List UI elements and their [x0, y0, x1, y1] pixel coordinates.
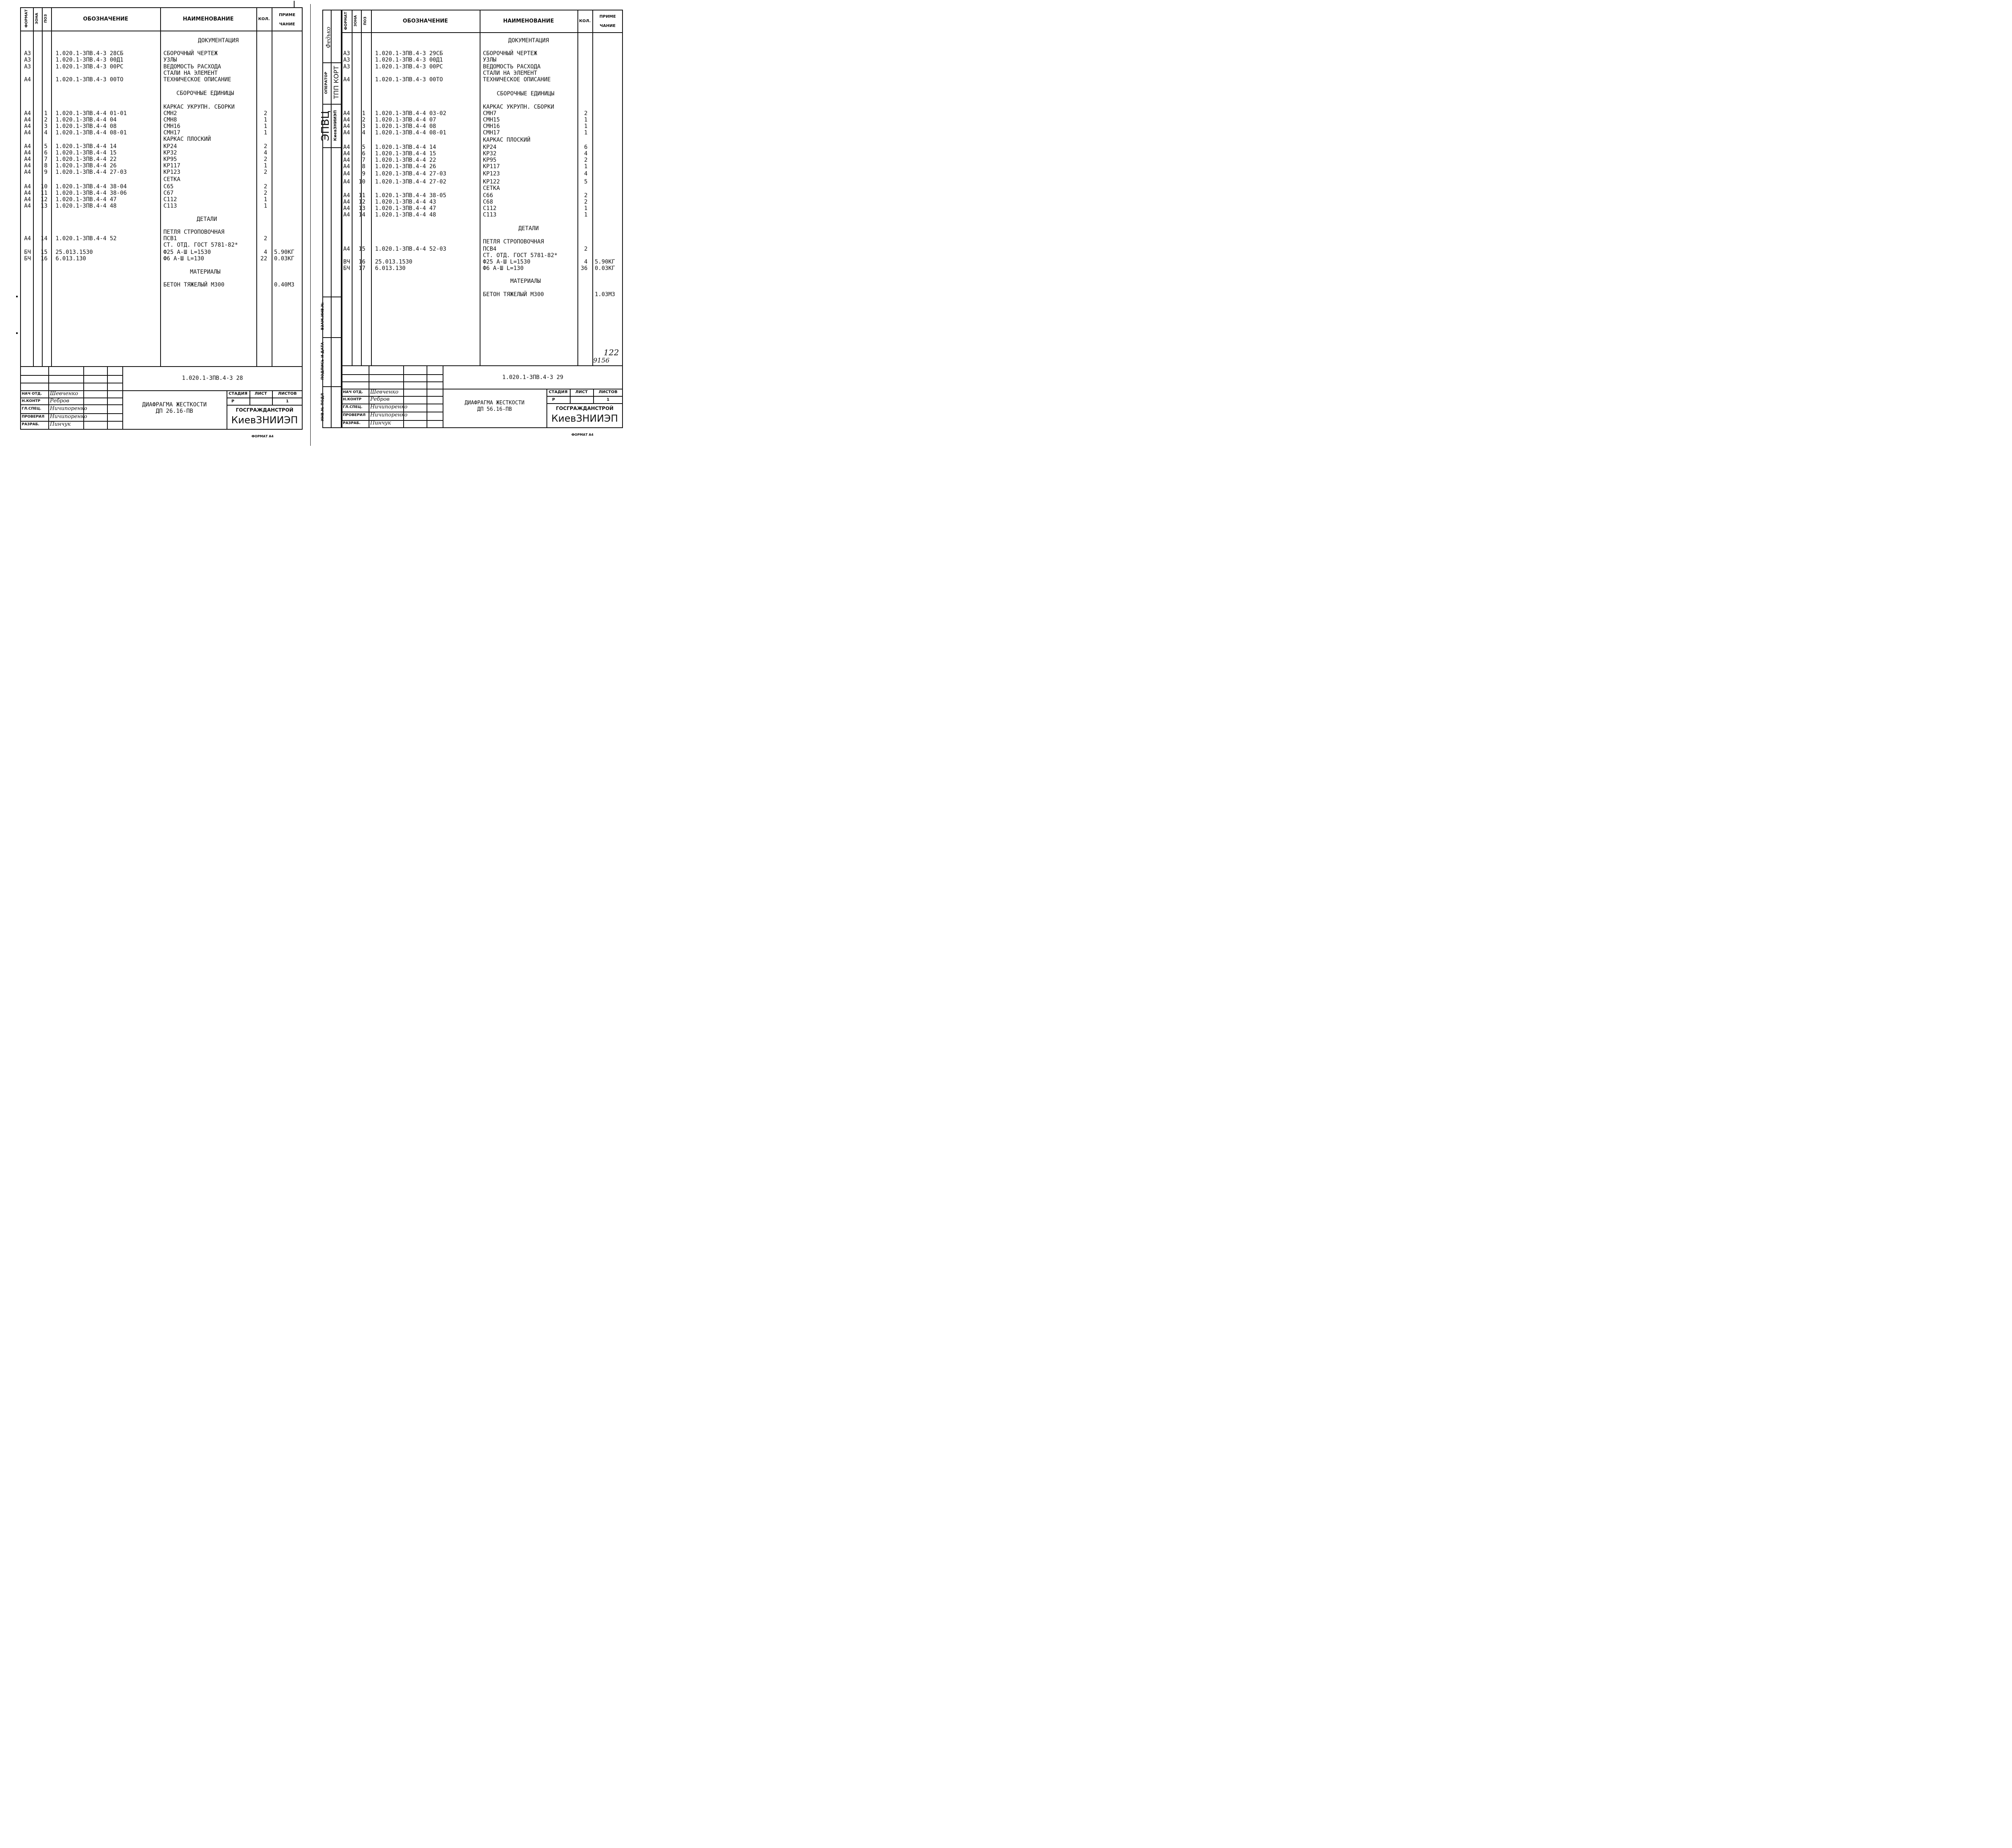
- left-stamp-role: ГЛ.СПЕЦ.: [22, 407, 41, 411]
- left-stamp-stage: Р: [231, 399, 235, 404]
- right-cell-name: СМН16: [483, 123, 500, 130]
- left-cell-name: КР24: [163, 143, 177, 150]
- right-cell-des: 1.020.1-3ПВ.4-3 00Д1: [375, 57, 443, 63]
- left-cell-des: 1.020.1-3ПВ.4-3 28СБ: [56, 50, 124, 57]
- right-stamp-stage-header: СТАДИЯ: [548, 390, 568, 394]
- left-cell-fmt: А4: [24, 235, 31, 242]
- r-header-zone: ЗОНА: [354, 15, 358, 27]
- left-cell-name: ПСВ1: [163, 235, 177, 242]
- right-stamp-person: Шевченко: [370, 389, 399, 395]
- right-cell-name: КР123: [483, 171, 500, 177]
- right-cell-name: КР24: [483, 144, 497, 150]
- left-cell-des: 1.020.1-3ПВ.4-4 38-04: [56, 183, 127, 190]
- left-cell-pos: 8: [44, 163, 47, 169]
- right-cell-qty: 4: [584, 171, 588, 177]
- right-stamp-person: Ничипоренко: [370, 412, 408, 418]
- left-cell-name: КР123: [163, 169, 181, 175]
- left-cell-name: СТАЛИ НА ЭЛЕМЕНТ: [163, 70, 218, 76]
- right-cell-note: 5.90КГ: [595, 259, 615, 265]
- left-stamp-org-1: ГОСГРАЖДАНСТРОЙ: [235, 407, 294, 413]
- left-cell-name: ТЕХНИЧЕСКОЕ ОПИСАНИЕ: [163, 76, 231, 83]
- left-cell-des: 1.020.1-3ПВ.4-3 00ТО: [56, 76, 124, 83]
- right-cell-qty: 1: [584, 205, 588, 212]
- left-cell-des: 1.020.1-3ПВ.4-4 22: [56, 156, 117, 163]
- left-cell-pos: 3: [44, 123, 47, 130]
- left-cell-fmt: А4: [24, 150, 31, 156]
- right-cell-qty: 2: [584, 199, 588, 205]
- left-cell-des: 1.020.1-3ПВ.4-4 52: [56, 235, 117, 242]
- right-cell-des: 1.020.1-3ПВ.4-4 43: [375, 199, 436, 205]
- side-org-small: КиевЗНИИЭП: [333, 110, 338, 141]
- right-stamp-title-1: ДИАФРАГМА ЖЕСТКОСТИ: [464, 400, 525, 406]
- left-stamp-role: ПРОВЕРИЛ: [22, 415, 45, 419]
- right-cell-name: КР117: [483, 163, 500, 170]
- right-cell-des: 1.020.1-3ПВ.4-4 27-02: [375, 179, 447, 185]
- right-stamp-sheets-header: ЛИСТОВ: [598, 390, 618, 394]
- right-cell-des: 25.013.1530: [375, 259, 412, 265]
- right-cell-name: С68: [483, 199, 493, 205]
- left-cell-qty: 2: [264, 190, 267, 196]
- right-cell-qty: 2: [584, 192, 588, 199]
- right-cell-fmt: БЧ: [343, 265, 350, 272]
- left-cell-fmt: А4: [24, 163, 31, 169]
- r-header-note-1: ПРИМЕ: [599, 14, 616, 19]
- left-cell-des: 1.020.1-3ПВ.4-4 14: [56, 143, 117, 150]
- right-stamp-person: Ребров: [370, 396, 390, 402]
- right-cell-qty: 2: [584, 157, 588, 163]
- left-cell-fmt: А4: [24, 169, 31, 175]
- right-cell-qty: 4: [584, 150, 588, 157]
- right-cell-name: С113: [483, 212, 497, 218]
- left-stamp-sheet-header: ЛИСТ: [254, 391, 267, 396]
- right-cell-pos: 1: [362, 110, 365, 117]
- left-stamp-person: Ничипоренко: [50, 406, 87, 412]
- left-cell-qty: 2: [264, 156, 267, 163]
- right-cell-fmt: ВЧ: [343, 259, 350, 265]
- right-cell-qty: 1: [584, 130, 588, 136]
- left-cell-fmt: БЧ: [24, 249, 31, 255]
- left-cell-name: КАРКАС УКРУПН. СБОРКИ: [163, 104, 235, 110]
- right-cell-name: С112: [483, 205, 497, 212]
- left-cell-name: СМН17: [163, 130, 181, 136]
- header-note-1: ПРИМЕ: [279, 13, 295, 17]
- right-cell-name: СМН15: [483, 117, 500, 123]
- right-cell-fmt: А4: [343, 171, 350, 177]
- header-designation: ОБОЗНАЧЕНИЕ: [83, 16, 128, 22]
- side-inv-podl: ИНВ.№ ПОДЛ: [321, 393, 325, 421]
- left-cell-des: 1.020.1-3ПВ.4-4 47: [56, 196, 117, 203]
- right-cell-qty: 2: [584, 110, 588, 117]
- side-vzam: ВЗАМ.ИНВ.№: [321, 302, 325, 330]
- left-cell-des: 1.020.1-3ПВ.4-4 08-01: [56, 130, 127, 136]
- left-cell-name: Ф25 А-Ш L=1530: [163, 249, 211, 255]
- left-cell-fmt: А4: [24, 156, 31, 163]
- right-cell-note: 1.03М3: [595, 291, 615, 298]
- r-header-pos: ПОЗ: [363, 16, 367, 25]
- left-stamp-role: Н.КОНТР: [22, 399, 41, 403]
- right-cell-fmt: А4: [343, 117, 350, 123]
- right-stamp-person: Пинчук: [370, 420, 391, 426]
- right-cell-fmt: А4: [343, 212, 350, 218]
- right-stamp-role: ГЛ.СПЕЦ.: [343, 405, 363, 409]
- right-cell-des: 1.020.1-3ПВ.4-3 00РС: [375, 64, 443, 70]
- left-cell-note: 0.03КГ: [274, 255, 295, 262]
- left-stamp-role: РАЗРАБ.: [22, 422, 39, 426]
- right-cell-fmt: А4: [343, 76, 350, 83]
- right-stamp-org-1: ГОСГРАЖДАНСТРОЙ: [556, 406, 614, 411]
- left-cell-fmt: А4: [24, 117, 31, 123]
- left-cell-pos: 9: [44, 169, 47, 175]
- left-cell-des: 1.020.1-3ПВ.4-4 08: [56, 123, 117, 130]
- left-cell-pos: 11: [41, 190, 47, 196]
- right-cell-fmt: А4: [343, 144, 350, 150]
- right-cell-qty: 1: [584, 117, 588, 123]
- left-cell-name: Ф6 А-Ш L=130: [163, 255, 204, 262]
- right-cell-pos: 8: [362, 163, 365, 170]
- left-cell-des: 1.020.1-3ПВ.4-4 15: [56, 150, 117, 156]
- right-cell-name: КАРКАС ПЛОСКИЙ: [483, 137, 531, 143]
- right-cell-name: СТ. ОТД. ГОСТ 5781-82*: [483, 252, 558, 259]
- right-cell-fmt: А3: [343, 57, 350, 63]
- r-header-name: НАИМЕНОВАНИЕ: [503, 18, 554, 24]
- left-cell-pos: 6: [44, 150, 47, 156]
- right-cell-des: 1.020.1-3ПВ.4-4 27-03: [375, 171, 447, 177]
- left-cell-qty: 2: [264, 110, 267, 117]
- left-stamp-person: Шевченко: [50, 391, 78, 397]
- left-cell-pos: 12: [41, 196, 47, 203]
- right-cell-name: БЕТОН ТЯЖЕЛЫЙ М300: [483, 291, 544, 298]
- side-podpis: ПОДПИСЬ И ДАТА: [321, 342, 325, 380]
- section-parts: ДЕТАЛИ: [196, 216, 217, 223]
- left-cell-note: 5.90КГ: [274, 249, 295, 255]
- left-cell-name: С113: [163, 203, 177, 209]
- left-cell-pos: 15: [41, 249, 47, 255]
- left-cell-pos: 13: [41, 203, 47, 209]
- right-cell-name: С66: [483, 192, 493, 199]
- left-cell-fmt: А4: [24, 196, 31, 203]
- right-cell-fmt: А4: [343, 192, 350, 199]
- left-stamp-org-2: КиевЗНИИЭП: [231, 414, 298, 426]
- left-stamp-title-2: ДП 26.16-ПВ: [156, 408, 193, 414]
- right-cell-qty: 1: [584, 212, 588, 218]
- right-cell-qty: 4: [584, 259, 588, 265]
- r-section-assemblies: СБОРОЧНЫЕ ЕДИНИЦЫ: [497, 91, 555, 97]
- left-cell-des: 1.020.1-3ПВ.4-3 00Д1: [56, 57, 124, 63]
- right-cell-pos: 14: [359, 212, 365, 218]
- right-cell-qty: 1: [584, 163, 588, 170]
- right-format-label: ФОРМАТ А4: [571, 433, 594, 437]
- left-cell-name: СЕТКА: [163, 176, 181, 183]
- left-cell-fmt: А4: [24, 76, 31, 83]
- left-cell-fmt: А3: [24, 57, 31, 63]
- left-cell-name: ПЕТЛЯ СТРОПОВОЧНАЯ: [163, 229, 225, 235]
- left-cell-name: С112: [163, 196, 177, 203]
- left-cell-name: КР117: [163, 163, 181, 169]
- r-header-format: ФОРМАТ: [344, 12, 348, 30]
- right-cell-fmt: А4: [343, 110, 350, 117]
- right-cell-pos: 10: [359, 179, 365, 185]
- right-stamp-role: РАЗРАБ.: [343, 421, 361, 425]
- right-cell-fmt: А3: [343, 50, 350, 57]
- left-cell-name: СМН2: [163, 110, 177, 117]
- right-cell-fmt: А4: [343, 163, 350, 170]
- r-section-docs: ДОКУМЕНТАЦИЯ: [508, 37, 549, 44]
- right-cell-fmt: А4: [343, 150, 350, 157]
- right-cell-des: 1.020.1-3ПВ.4-3 29СБ: [375, 50, 443, 57]
- left-format-label: ФОРМАТ А4: [252, 435, 274, 438]
- left-cell-des: 1.020.1-3ПВ.4-4 48: [56, 203, 117, 209]
- right-cell-name: СМН7: [483, 110, 497, 117]
- right-cell-qty: 2: [584, 246, 588, 252]
- right-cell-pos: 2: [362, 117, 365, 123]
- right-cell-des: 1.020.1-3ПВ.4-4 48: [375, 212, 436, 218]
- left-cell-pos: 16: [41, 255, 47, 262]
- right-cell-fmt: А4: [343, 246, 350, 252]
- side-tpp: ТПП КОРТ: [332, 66, 340, 99]
- r-header-note-2: ЧАНИЕ: [600, 24, 616, 28]
- section-materials: МАТЕРИАЛЫ: [190, 269, 221, 275]
- left-cell-qty: 1: [264, 196, 267, 203]
- left-cell-name: С67: [163, 190, 174, 196]
- right-cell-des: 1.020.1-3ПВ.4-4 07: [375, 117, 436, 123]
- right-cell-pos: 4: [362, 130, 365, 136]
- left-cell-pos: 5: [44, 143, 47, 150]
- left-cell-fmt: А4: [24, 183, 31, 190]
- section-assemblies: СБОРОЧНЫЕ ЕДИНИЦЫ: [176, 90, 234, 97]
- left-cell-qty: 2: [264, 235, 267, 242]
- left-cell-fmt: А4: [24, 123, 31, 130]
- right-cell-qty: 6: [584, 144, 588, 150]
- right-cell-des: 1.020.1-3ПВ.4-4 26: [375, 163, 436, 170]
- header-name: НАИМЕНОВАНИЕ: [183, 16, 234, 22]
- right-cell-qty: 5: [584, 179, 588, 185]
- left-cell-name: КАРКАС ПЛОСКИЙ: [163, 136, 211, 142]
- right-cell-fmt: А4: [343, 199, 350, 205]
- left-cell-name: С65: [163, 183, 174, 190]
- r-section-parts: ДЕТАЛИ: [518, 225, 539, 232]
- right-cell-pos: 17: [359, 265, 365, 272]
- margin-note-2: 9156: [593, 356, 610, 364]
- left-cell-qty: 1: [264, 203, 267, 209]
- left-cell-des: 1.020.1-3ПВ.4-4 38-06: [56, 190, 127, 196]
- right-cell-name: КАРКАС УКРУПН. СБОРКИ: [483, 104, 555, 110]
- right-stamp-sheet-header: ЛИСТ: [575, 390, 588, 394]
- right-cell-des: 1.020.1-3ПВ.4-4 22: [375, 157, 436, 163]
- left-cell-fmt: БЧ: [24, 255, 31, 262]
- left-cell-name: СМН8: [163, 117, 177, 123]
- left-cell-qty: 4: [264, 150, 267, 156]
- right-cell-des: 6.013.130: [375, 265, 406, 272]
- left-cell-des: 25.013.1530: [56, 249, 93, 255]
- left-cell-fmt: А4: [24, 190, 31, 196]
- left-cell-name: КР95: [163, 156, 177, 163]
- right-cell-pos: 15: [359, 246, 365, 252]
- right-cell-fmt: А3: [343, 64, 350, 70]
- left-cell-pos: 7: [44, 156, 47, 163]
- right-cell-name: Ф25 А-Ш L=1530: [483, 259, 531, 265]
- right-cell-des: 1.020.1-3ПВ.4-4 08-01: [375, 130, 447, 136]
- r-header-designation: ОБОЗНАЧЕНИЕ: [402, 18, 448, 24]
- left-cell-qty: 1: [264, 117, 267, 123]
- left-cell-fmt: А4: [24, 143, 31, 150]
- left-stamp-person: Ребров: [50, 398, 70, 404]
- left-cell-des: 1.020.1-3ПВ.4-4 01-01: [56, 110, 127, 117]
- left-cell-qty: 2: [264, 169, 267, 175]
- right-stamp-stage: Р: [552, 398, 555, 402]
- left-cell-fmt: А4: [24, 130, 31, 136]
- left-cell-pos: 2: [44, 117, 47, 123]
- left-stamp-person: Пинчук: [50, 421, 71, 427]
- right-stamp-person: Ничипоренко: [370, 404, 408, 410]
- right-cell-name: УЗЛЫ: [483, 57, 497, 63]
- right-cell-fmt: А4: [343, 130, 350, 136]
- left-cell-fmt: А4: [24, 110, 31, 117]
- left-cell-des: 1.020.1-3ПВ.4-4 27-03: [56, 169, 127, 175]
- right-cell-name: СМН17: [483, 130, 500, 136]
- right-cell-pos: 13: [359, 205, 365, 212]
- right-cell-pos: 3: [362, 123, 365, 130]
- left-cell-qty: 22: [260, 255, 267, 262]
- right-cell-qty: 36: [581, 265, 588, 272]
- left-cell-name: КР32: [163, 150, 177, 156]
- left-cell-name: СМН16: [163, 123, 181, 130]
- side-signer: Федько: [325, 27, 332, 48]
- left-cell-fmt: А3: [24, 64, 31, 70]
- left-stamp-title-1: ДИАФРАГМА ЖЕСТКОСТИ: [142, 402, 207, 408]
- header-zone: ЗОНА: [35, 12, 39, 25]
- right-cell-fmt: А4: [343, 205, 350, 212]
- left-cell-pos: 10: [41, 183, 47, 190]
- header-pos: ПОЗ: [44, 14, 48, 23]
- right-cell-name: ТЕХНИЧЕСКОЕ ОПИСАНИЕ: [483, 76, 551, 83]
- left-cell-qty: 4: [264, 249, 267, 255]
- left-cell-des: 1.020.1-3ПВ.4-4 26: [56, 163, 117, 169]
- right-cell-des: 1.020.1-3ПВ.4-4 15: [375, 150, 436, 157]
- left-cell-pos: 14: [41, 235, 47, 242]
- left-cell-fmt: А3: [24, 50, 31, 57]
- right-cell-pos: 9: [362, 171, 365, 177]
- left-stamp-person: Ничипоренко: [50, 414, 87, 420]
- left-cell-qty: 2: [264, 143, 267, 150]
- right-cell-name: СТАЛИ НА ЭЛЕМЕНТ: [483, 70, 537, 76]
- right-cell-pos: 12: [359, 199, 365, 205]
- left-cell-qty: 1: [264, 163, 267, 169]
- left-cell-qty: 1: [264, 130, 267, 136]
- left-cell-des: 6.013.130: [56, 255, 86, 262]
- left-cell-name: СБОРОЧНЫЙ ЧЕРТЕЖ: [163, 50, 218, 57]
- right-stamp-sheets: 1: [606, 398, 610, 402]
- r-section-materials: МАТЕРИАЛЫ: [510, 278, 541, 284]
- right-cell-des: 1.020.1-3ПВ.4-4 08: [375, 123, 436, 130]
- left-cell-fmt: А4: [24, 203, 31, 209]
- right-cell-name: СЕТКА: [483, 185, 500, 192]
- right-cell-name: СБОРОЧНЫЙ ЧЕРТЕЖ: [483, 50, 537, 57]
- left-cell-name: БЕТОН ТЯЖЕЛЫЙ М300: [163, 282, 225, 288]
- right-cell-des: 1.020.1-3ПВ.4-4 47: [375, 205, 436, 212]
- right-stamp-role: ПРОВЕРИЛ: [343, 413, 366, 417]
- left-stamp-sheets: 1: [286, 399, 289, 404]
- right-cell-pos: 11: [359, 192, 365, 199]
- left-stamp-role: НАЧ ОТД.: [22, 392, 42, 396]
- left-cell-qty: 2: [264, 183, 267, 190]
- right-cell-des: 1.020.1-3ПВ.4-4 38-05: [375, 192, 447, 199]
- right-cell-name: ПСВ4: [483, 246, 497, 252]
- left-cell-pos: 4: [44, 130, 47, 136]
- left-cell-qty: 1: [264, 123, 267, 130]
- right-cell-note: 0.03КГ: [595, 265, 615, 272]
- right-stamp-code: 1.020.1-3ПВ.4-3 29: [502, 374, 563, 381]
- right-stamp-role: НАЧ ОТД.: [343, 390, 363, 394]
- left-cell-pos: 1: [44, 110, 47, 117]
- right-cell-fmt: А4: [343, 157, 350, 163]
- right-cell-pos: 7: [362, 157, 365, 163]
- r-header-qty: КОЛ.: [579, 19, 591, 23]
- right-cell-des: 1.020.1-3ПВ.4-4 52-03: [375, 246, 447, 252]
- header-note-2: ЧАНИЕ: [279, 22, 295, 27]
- left-cell-name: СТ. ОТД. ГОСТ 5781-82*: [163, 242, 238, 248]
- left-stamp-code: 1.020.1-3ПВ.4-3 28: [182, 375, 243, 381]
- left-cell-des: 1.020.1-3ПВ.4-3 00РС: [56, 64, 124, 70]
- left-stamp-sheets-header: ЛИСТОВ: [278, 391, 297, 396]
- right-cell-name: КР122: [483, 179, 500, 185]
- right-cell-fmt: А4: [343, 123, 350, 130]
- right-cell-pos: 6: [362, 150, 365, 157]
- right-stamp-title-2: ДП 56.16-ПВ: [477, 406, 512, 412]
- right-cell-pos: 5: [362, 144, 365, 150]
- left-stamp-stage-header: СТАДИЯ: [229, 391, 247, 396]
- right-cell-pos: 16: [359, 259, 365, 265]
- margin-note-1: 122: [604, 348, 619, 357]
- right-cell-des: 1.020.1-3ПВ.4-4 03-02: [375, 110, 447, 117]
- right-cell-name: Ф6 А-Ш L=130: [483, 265, 524, 272]
- right-cell-des: 1.020.1-3ПВ.4-3 00ТО: [375, 76, 443, 83]
- right-cell-des: 1.020.1-3ПВ.4-4 14: [375, 144, 436, 150]
- left-cell-des: 1.020.1-3ПВ.4-4 04: [56, 117, 117, 123]
- section-docs: ДОКУМЕНТАЦИЯ: [198, 37, 239, 44]
- right-cell-fmt: А4: [343, 179, 350, 185]
- right-stamp-role: Н.КОНТР: [343, 398, 362, 402]
- right-sheet: [0, 0, 631, 447]
- header-qty: КОЛ.: [258, 17, 270, 21]
- right-cell-name: КР95: [483, 157, 497, 163]
- right-cell-name: ВЕДОМОСТЬ РАСХОДА: [483, 64, 541, 70]
- right-cell-name: ПЕТЛЯ СТРОПОВОЧНАЯ: [483, 239, 544, 245]
- left-cell-name: УЗЛЫ: [163, 57, 177, 63]
- right-stamp-org-2: КиевЗНИИЭП: [551, 413, 618, 424]
- right-cell-qty: 1: [584, 123, 588, 130]
- left-cell-name: ВЕДОМОСТЬ РАСХОДА: [163, 64, 221, 70]
- left-cell-note: 0.40М3: [274, 282, 295, 288]
- right-cell-name: КР32: [483, 150, 497, 157]
- side-org-big: ЭПВЦ: [320, 111, 332, 141]
- header-format: ФОРМАТ: [25, 9, 29, 28]
- side-operator: ОПЕРАТОР: [324, 72, 328, 94]
